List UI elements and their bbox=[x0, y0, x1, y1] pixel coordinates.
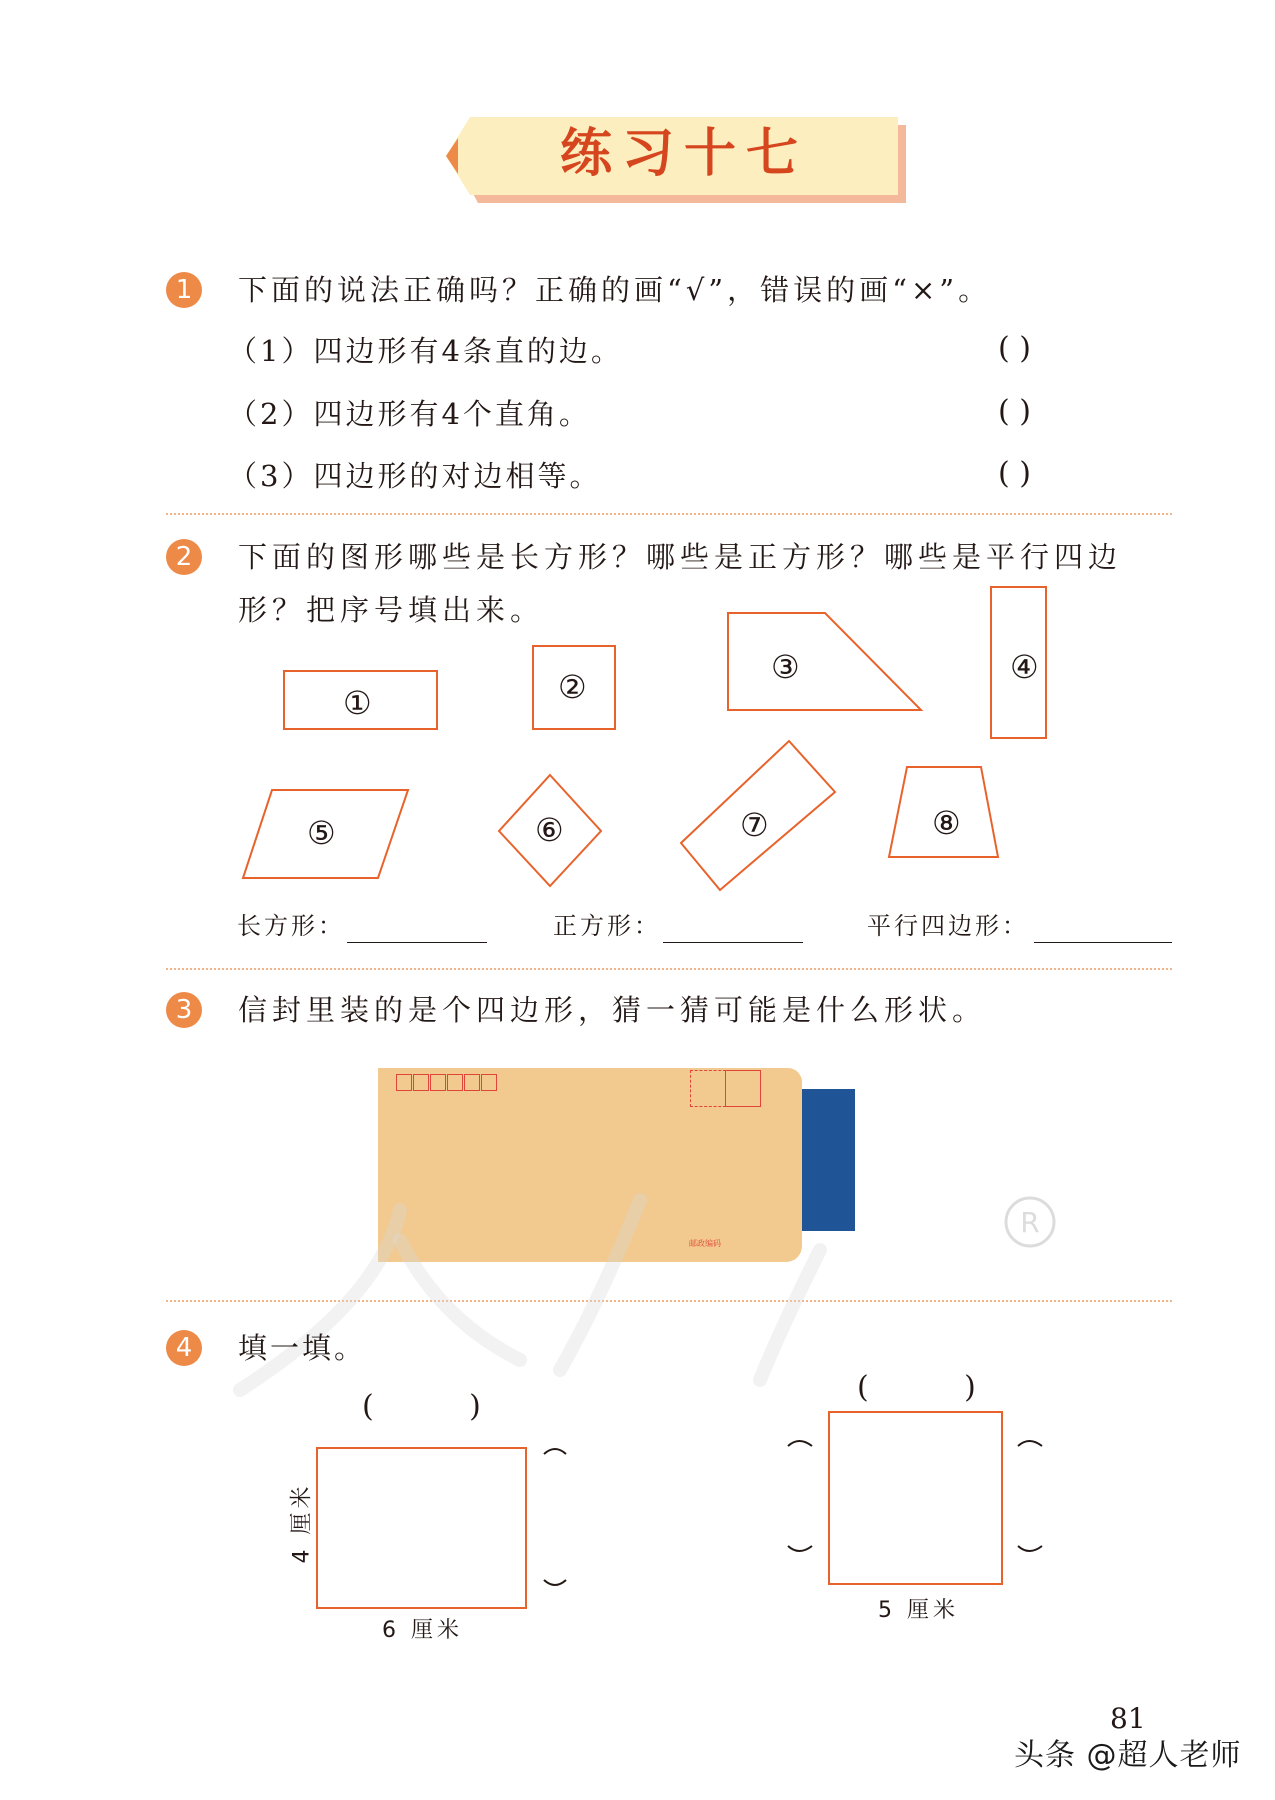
q1-answer-blank-3[interactable]: ( ) bbox=[998, 456, 1031, 491]
square-top-blank[interactable]: ( ) bbox=[857, 1370, 976, 1405]
answer-label-square: 正方形： bbox=[553, 912, 661, 940]
shape-label-1: ① bbox=[343, 684, 372, 722]
question-number-3: 3 bbox=[166, 992, 202, 1028]
envelope-zip-label: 邮政编码 bbox=[689, 1239, 721, 1248]
shape-label-5: ⑤ bbox=[307, 814, 336, 852]
square-right-blank[interactable] bbox=[1016, 1432, 1046, 1562]
q1-item-3: （3）四边形的对边相等。 bbox=[228, 459, 602, 493]
square-left-blank[interactable] bbox=[786, 1432, 816, 1562]
shape-label-4: ④ bbox=[1010, 648, 1039, 686]
shape-label-3: ③ bbox=[771, 648, 800, 686]
q4-prompt: 填一填。 bbox=[238, 1331, 367, 1365]
q2-prompt-line-1: 下面的图形哪些是长方形？哪些是正方形？哪些是平行四边 bbox=[238, 540, 1123, 574]
rect-width-label: 6 厘米 bbox=[382, 1618, 463, 1643]
shape-label-7: ⑦ bbox=[740, 806, 769, 844]
rectangle-figure bbox=[316, 1447, 527, 1609]
q1-answer-blank-2[interactable]: ( ) bbox=[998, 394, 1031, 429]
shape-label-6: ⑥ bbox=[535, 811, 564, 849]
square-figure bbox=[828, 1411, 1003, 1585]
answer-label-rectangle: 长方形： bbox=[237, 912, 345, 940]
q1-item-1: （1）四边形有4条直的边。 bbox=[228, 334, 623, 368]
source-watermark: 头条 @超人老师 bbox=[1014, 1738, 1242, 1773]
shape-label-2: ② bbox=[558, 668, 587, 706]
rect-height-label: 4 厘米 bbox=[289, 1482, 315, 1564]
shape-label-8: ⑧ bbox=[932, 804, 961, 842]
question-number-2: 2 bbox=[166, 539, 202, 575]
q1-answer-blank-1[interactable]: ( ) bbox=[998, 331, 1031, 366]
q1-item-2: （2）四边形有4个直角。 bbox=[228, 397, 591, 431]
q3-prompt: 信封里装的是个四边形，猜一猜可能是什么形状。 bbox=[238, 993, 987, 1027]
rect-top-blank[interactable]: ( ) bbox=[362, 1389, 481, 1424]
answer-label-parallelogram: 平行四边形： bbox=[867, 912, 1029, 940]
question-number-4: 4 bbox=[166, 1330, 202, 1366]
question-number-1: 1 bbox=[166, 272, 202, 308]
q1-prompt: 下面的说法正确吗？正确的画“√”，错误的画“×”。 bbox=[238, 273, 992, 307]
page-number: 81 bbox=[1110, 1702, 1146, 1735]
svg-text:R: R bbox=[1020, 1206, 1040, 1239]
page-title: 练习十七 bbox=[560, 123, 809, 184]
square-width-label: 5 厘米 bbox=[878, 1598, 959, 1623]
rect-right-blank[interactable] bbox=[540, 1440, 570, 1600]
q2-prompt-line-2: 形？把序号填出来。 bbox=[238, 593, 545, 627]
